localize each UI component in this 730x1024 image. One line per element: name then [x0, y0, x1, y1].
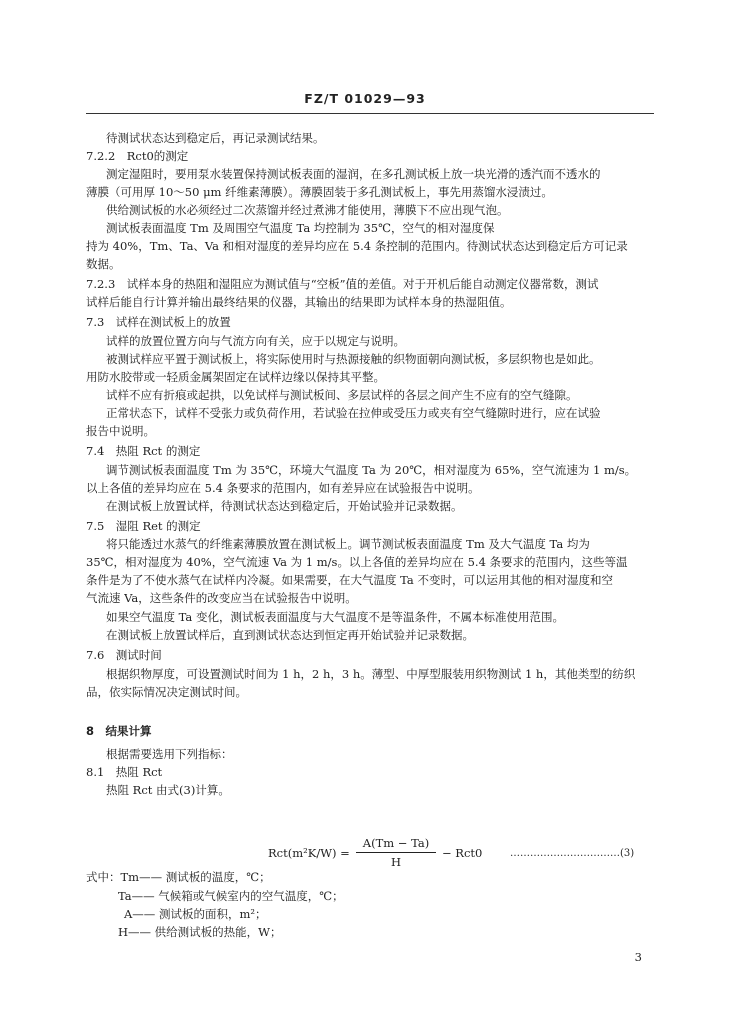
body-line: 待测试状态达到稳定后，再记录测试结果。 [106, 131, 325, 145]
equation-lhs: Rct(m²K/W) = [268, 846, 350, 860]
clause-heading: 7.2.3 试样本身的热阻和湿阻应为测试值与“空板”值的差值。对于开机后能自动测定仪器常数，测试 [86, 277, 599, 291]
body-line: 如果空气温度 Ta 变化，测试板表面温度与大气温度不是等温条件，不属本标准使用范围。 [106, 610, 564, 624]
clause-heading: 7.2.2 Rct0的测定 [86, 149, 189, 163]
fraction-bar [356, 852, 436, 853]
body-line: 调节测试板表面温度 Tm 为 35℃，环境大气温度 Ta 为 20℃，相对湿度为 65%，空气流速为 1 m/s。 [106, 463, 637, 477]
body-line: 以上各值的差异均应在 5.4 条要求的范围内，如有差异应在试验报告中说明。 [86, 481, 480, 495]
body-line: 试样不应有折痕或起拱，以免试样与测试板间、多层试样的各层之间产生不应有的空气缝隙。 [106, 388, 578, 402]
equation-tail: − Rct0 [442, 846, 483, 860]
clause-heading: 8.1 热阻 Rct [86, 765, 163, 779]
clause-heading: 7.5 湿阻 Ret 的测定 [86, 519, 201, 533]
body-line: 数据。 [86, 257, 121, 271]
body-line: 根据织物厚度，可设置测试时间为 1 h，2 h，3 h。薄型、中厚型服装用织物测试 1 h，其他类型的纺织 [106, 667, 636, 681]
body-line: 报告中说明。 [86, 424, 155, 438]
equation-denominator: H [390, 855, 402, 869]
body-line: 供给测试板的水必须经过二次蒸馏并经过煮沸才能使用，薄膜下不应出现气泡。 [106, 203, 509, 217]
body-line: 35℃，相对湿度为 40%，空气流速 Va 为 1 m/s。以上各值的差异均应在 5.4 条要求的范围内，这些等温 [86, 555, 628, 569]
body-line: 品，依实际情况决定测试时间。 [86, 685, 247, 699]
body-line: 在测试板上放置试样后，直到测试状态达到恒定再开始试验并记录数据。 [106, 628, 474, 642]
body-line: 测试板表面温度 Tm 及周围空气温度 Ta 均控制为 35℃，空气的相对湿度保 [106, 221, 495, 235]
body-line: 条件是为了不使水蒸气在试样内冷凝。如果需要，在大气温度 Ta 不变时，可以运用其他的相对湿度和空 [86, 573, 613, 587]
clause-heading: 7.6 测试时间 [86, 648, 162, 662]
definition-line: H—— 供给测试板的热能，W； [118, 925, 282, 939]
clause-heading: 7.4 热阻 Rct 的测定 [86, 444, 201, 458]
equation-number: ……………………………(3) [510, 848, 635, 859]
equation-fraction [356, 836, 436, 869]
body-line: 将只能透过水蒸气的纤维素薄膜放置在测试板上。调节测试板表面温度 Tm 及大气温度 Ta 均为 [106, 537, 590, 551]
body-line: 热阻 Rct 由式(3)计算。 [106, 783, 230, 797]
definition-line: A—— 测试板的面积，m²； [124, 907, 267, 921]
page-number: 3 [634, 950, 642, 964]
body-line: 测定湿阻时，要用泵水装置保持测试板表面的湿润，在多孔测试板上放一块光滑的透汽而不透水的 [106, 167, 601, 181]
equation-numerator: A(Tm − Ta) [362, 836, 430, 850]
body-line: 气流速 Va，这些条件的改变应当在试验报告中说明。 [86, 591, 357, 605]
body-line: 根据需要选用下列指标： [106, 747, 233, 761]
standard-code-header: FZ/T 01029—93 [304, 91, 426, 106]
definition-line: Ta—— 气候箱或气候室内的空气温度，℃； [118, 889, 344, 903]
section-heading: 8 结果计算 [86, 724, 152, 738]
body-line: 被测试样应平置于测试板上，将实际使用时与热源接触的织物面朝向测试板，多层织物也是如此。 [106, 352, 601, 366]
body-line: 正常状态下，试样不受张力或负荷作用，若试验在拉伸或受压力或夹有空气缝隙时进行，应在试验 [106, 406, 601, 420]
body-line: 试样的放置位置方向与气流方向有关，应于以规定与说明。 [106, 334, 405, 348]
body-line: 试样后能自行计算并输出最终结果的仪器，其输出的结果即为试样本身的热湿阻值。 [86, 295, 512, 309]
body-line: 薄膜（可用厚 10～50 μm 纤维素薄膜）。薄膜固装于多孔测试板上，事先用蒸馏水浸渍过。 [86, 185, 553, 199]
clause-heading: 7.3 试样在测试板上的放置 [86, 315, 231, 329]
definition-line: 式中：Tm—— 测试板的温度，℃； [86, 870, 271, 884]
body-line: 持为 40%，Tm、Ta、Va 和相对湿度的差异均应在 5.4 条控制的范围内。待测试状态达到稳定后方可记录 [86, 239, 628, 253]
body-line: 用防水胶带或一轻质金属架固定在试样边缘以保持其平整。 [86, 370, 385, 384]
header-rule [86, 113, 654, 114]
body-line: 在测试板上放置试样，待测试状态达到稳定后，开始试验并记录数据。 [106, 499, 463, 513]
